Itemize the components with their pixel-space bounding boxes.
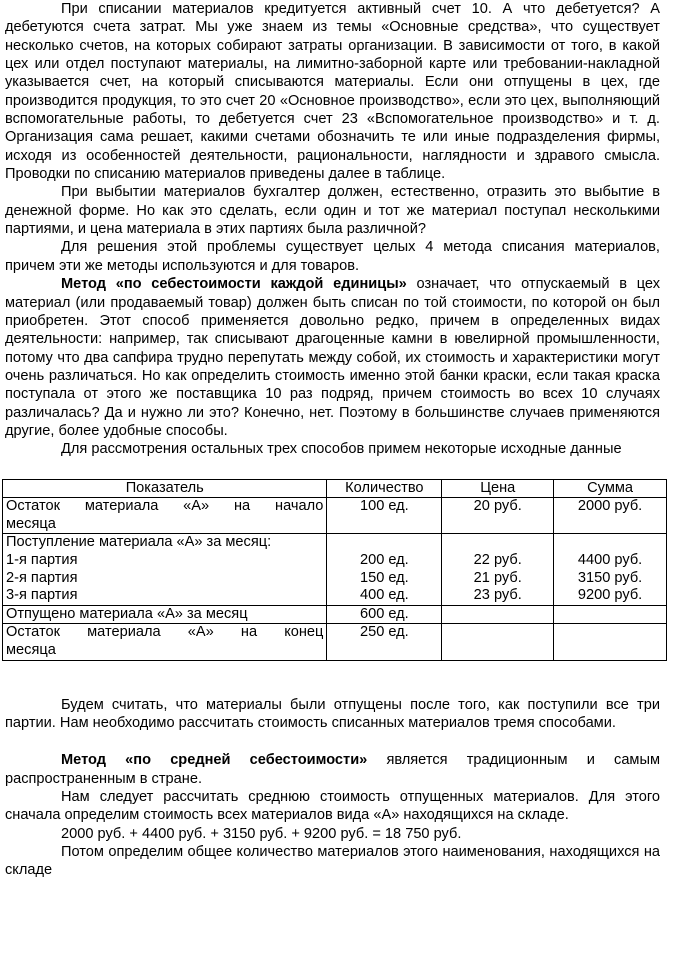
row-opening-balance-price: 20 руб. (442, 498, 554, 534)
paragraph-average-calc: Нам следует рассчитать среднюю стоимость отпущенных материалов. Для этого сначала определим стоимость всех материалов вида «А» находящихся на складе. (5, 788, 660, 824)
row-issued-sum (554, 605, 667, 624)
row-issued-price (442, 605, 554, 624)
materials-table (2, 479, 667, 661)
row-opening-balance-qty: 100 ед. (327, 498, 442, 534)
method-average-cost-text: является традиционным и самым распространенным в стране. (5, 752, 660, 787)
table-row (3, 605, 667, 624)
row-receipts-sum: 4400 руб. 3150 руб. 9200 руб. (554, 534, 667, 605)
method-unit-cost-text: означает, что отпускаемый в цех материал (или продаваемый товар) должен быть списан по той стоимости, по которой он был приобретен. Этот способ применяется довольно редко, причем в определенных видах деятельности: например, так списывают драгоценные камни в ювелирной промышленности, потому что два сапфира трудно перепутать между собой, их стоимость и характеристики могут очень различаться. Но как определить стоимость именно этой банки краски, если такая краска поступала от этого же поставщика 10 раз подряд, причем стоимость во всех 10 случаях различалась? Да и нужно ли это? Конечно, нет. Поэтому в большинстве случаев применяются другие, более удобные способы. (5, 276, 660, 439)
row-issued-label: Отпущено материала «А» за месяц (3, 605, 327, 624)
row-receipts-qty: 200 ед. 150 ед. 400 ед. (327, 534, 442, 605)
row-opening-balance-label: Остаток материала «А» на начало месяца (3, 498, 327, 534)
row-closing-balance-qty: 250 ед. (327, 624, 442, 660)
paragraph-assumption: Будем считать, что материалы были отпущены после того, как поступили все три партии. Нам необходимо рассчитать стоимость списанных материалов тремя способами. (5, 696, 660, 731)
paragraph-four-methods: Для решения этой проблемы существует целых 4 метода списания материалов, причем эти же методы используются и для товаров. (5, 239, 660, 274)
row-receipts-price: 22 руб. 21 руб. 23 руб. (442, 534, 554, 605)
row-closing-balance-label: Остаток материала «А» на конец месяца (3, 624, 327, 660)
header-sum: Сумма (554, 479, 667, 498)
method-average-cost-title: Метод «по средней себестоимости» (61, 752, 368, 769)
paragraph-disposal: При выбытии материалов бухгалтер должен, естественно, отразить это выбытие в денежной форме. Но как это сделать, если один и тот же материал поступал несколькими партиями, и цена материала в этих партиях была различной? (5, 184, 660, 238)
row-issued-qty: 600 ед. (327, 605, 442, 624)
table-row (3, 498, 667, 534)
header-quantity: Количество (327, 479, 442, 498)
document-page (5, 0, 660, 880)
paragraph-average-cost-method (5, 751, 660, 788)
paragraph-initial-data: Для рассмотрения остальных трех способов примем некоторые исходные данные (61, 441, 622, 458)
row-closing-balance-sum (554, 624, 667, 660)
header-indicator: Показатель (3, 479, 327, 498)
row-opening-balance-sum: 2000 руб. (554, 498, 667, 534)
header-price: Цена (442, 479, 554, 498)
method-unit-cost-title: Метод «по себестоимости каждой единицы» (61, 276, 407, 293)
paragraph-write-off-accounts: При списании материалов кредитуется активный счет 10. А что дебетуется? А дебетуются счета затрат. Мы уже знаем из темы «Основные средства», что существует несколько счетов, на которых собирают затраты организации. В зависимости от того, в какой цех или отдел поступают материалы, на лимитно-заборной карте или требовании-накладной указывается счет, на который списываются материалы. Если они отпущены в цех, где производится продукция, то это счет 20 «Основное производство», если это цех, выполняющий вспомогательные работы, то дебетуется счет 23 «Вспомогательное производство» и т. д. Организация сама решает, какими счетами обозначить те или иные подразделения фирмы, исходя из особенностей деятельности, рациональности, наглядности и здравого смысла. Проводки по списанию материалов приведены далее в таблице. (5, 1, 660, 183)
paragraph-total-quantity: Потом определим общее количество материалов этого наименования, находящихся на складе (5, 843, 660, 879)
table-row (3, 624, 667, 660)
paragraph-unit-cost-method (5, 275, 660, 440)
table-row (3, 534, 667, 605)
row-receipts-label: Поступление материала «А» за месяц: 1-я партия 2-я партия 3-я партия (3, 534, 327, 605)
table-header-row (3, 479, 667, 498)
paragraph-sum-formula: 2000 руб. + 4400 руб. + 3150 руб. + 9200 руб. = 18 750 руб. (61, 825, 462, 842)
row-closing-balance-price (442, 624, 554, 660)
